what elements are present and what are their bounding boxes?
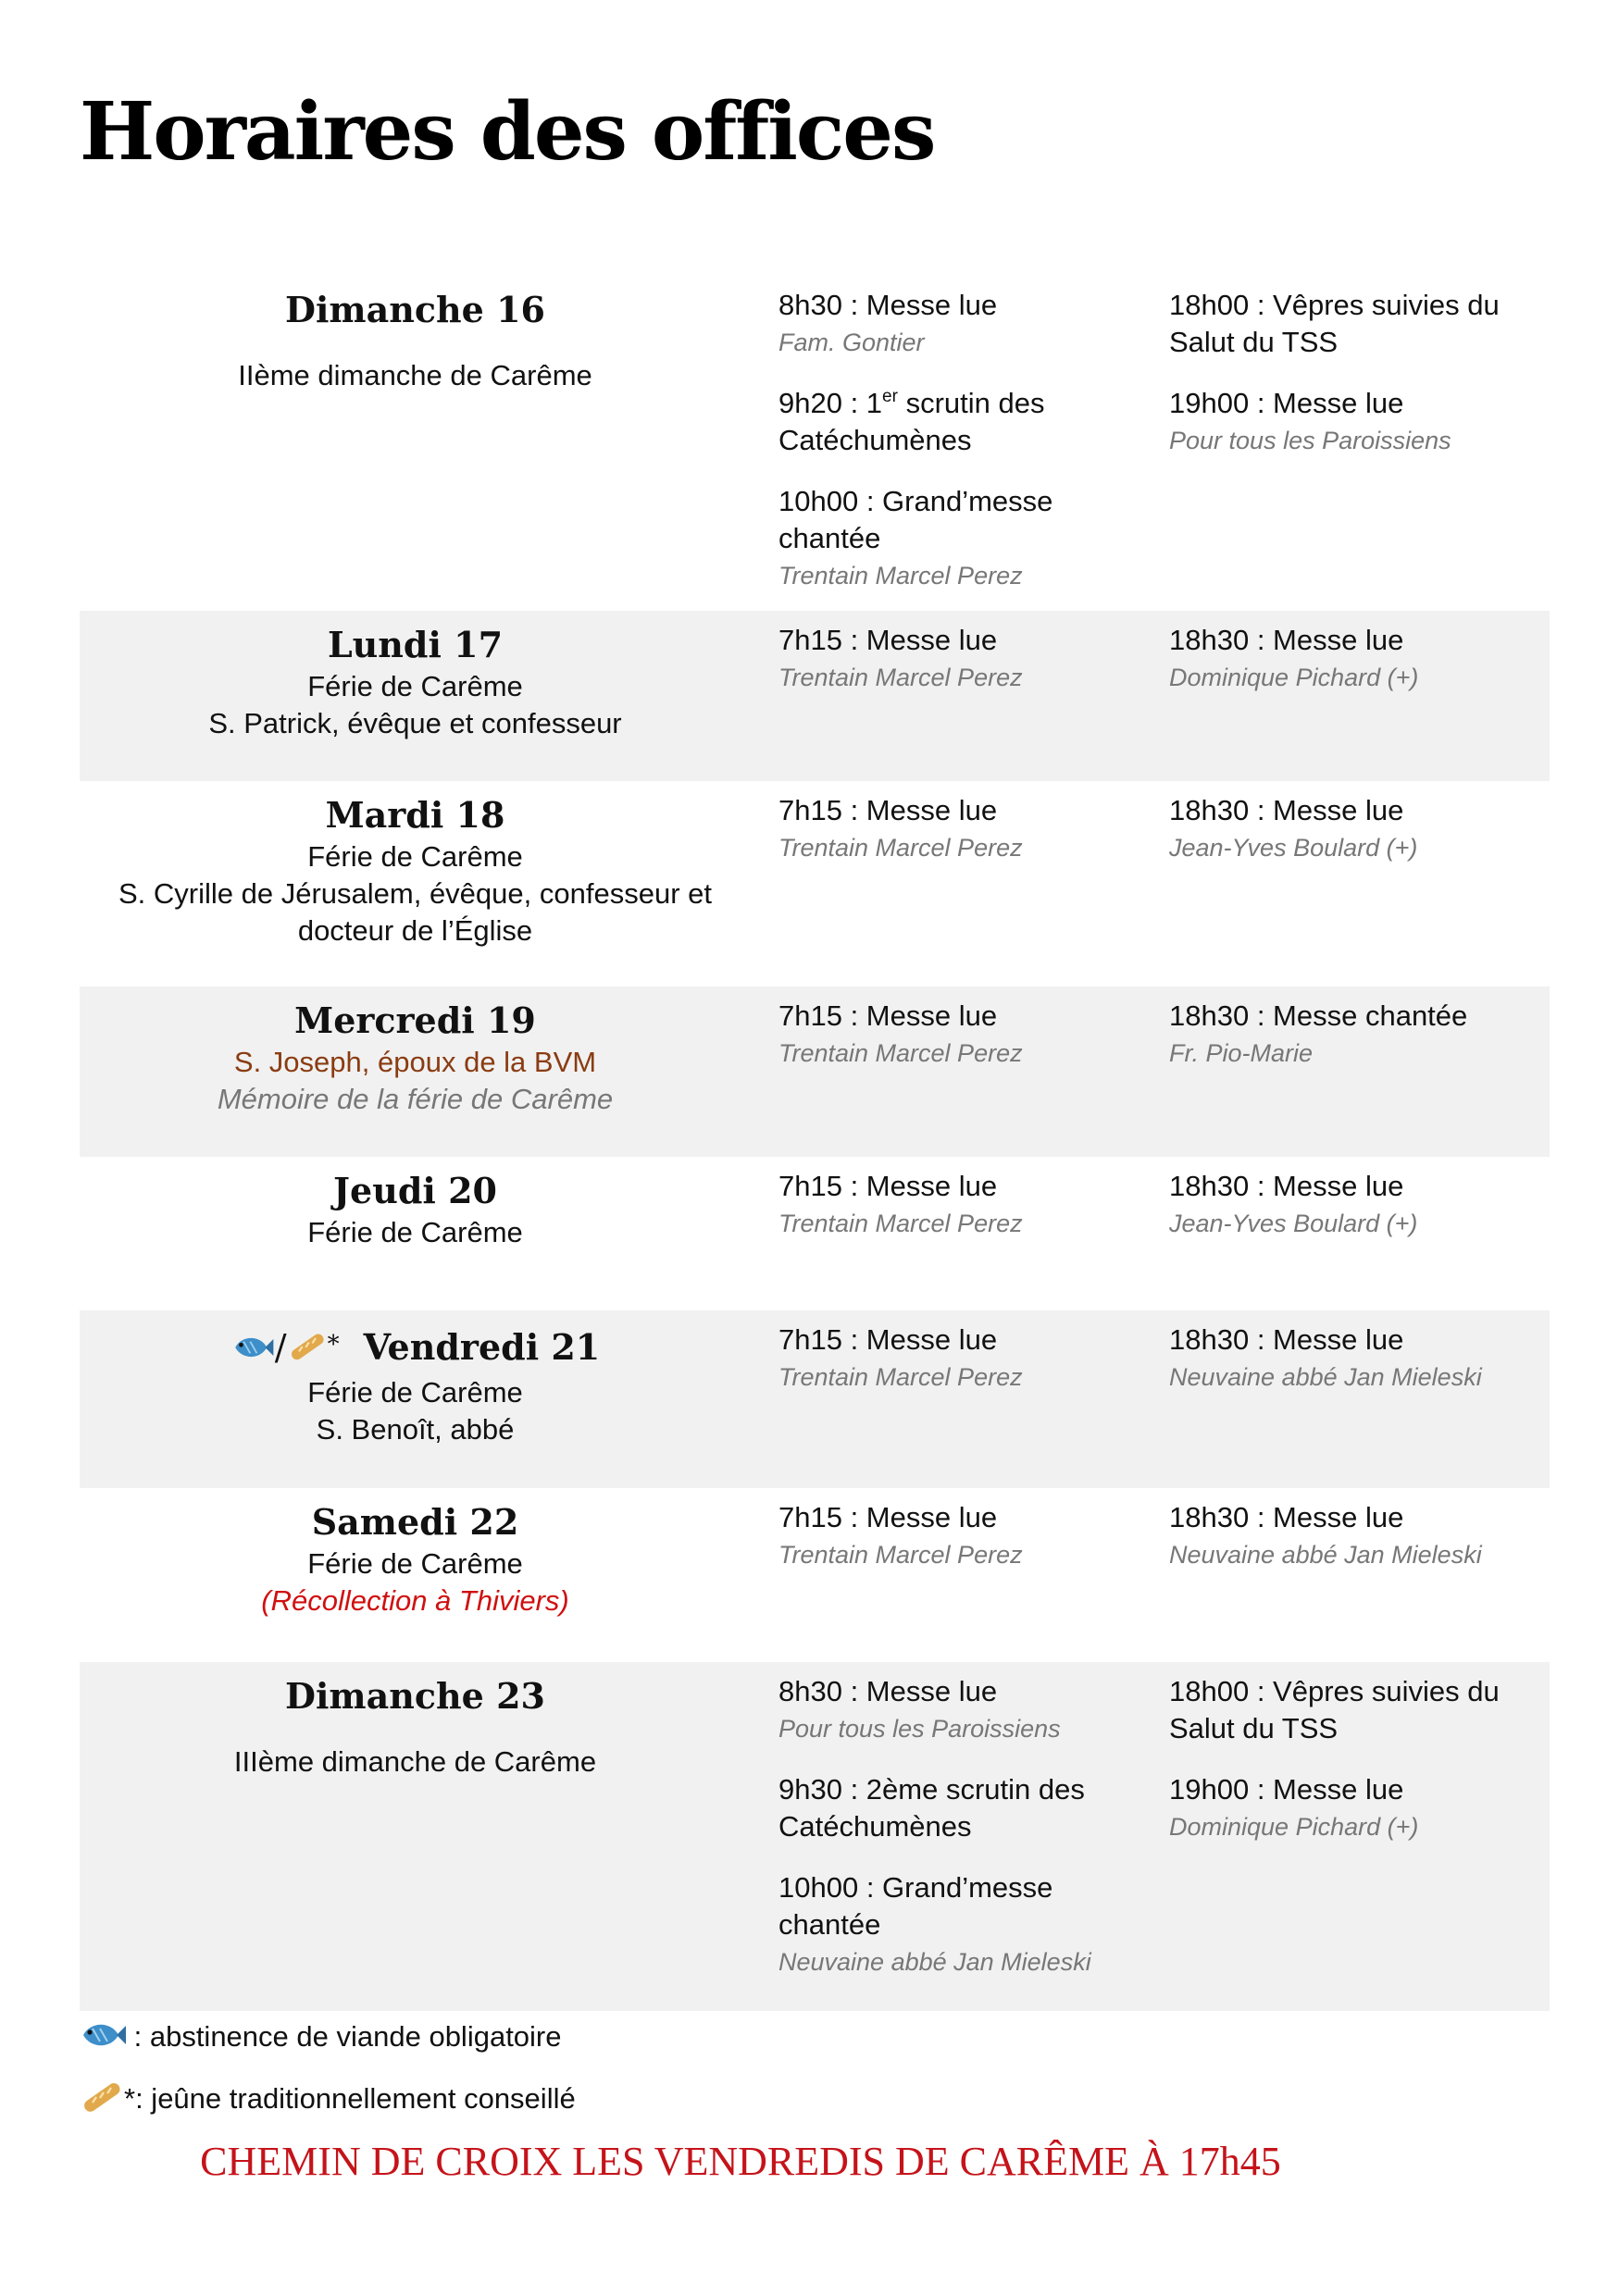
- liturgical-day: IIIème dimanche de Carême: [233, 1745, 597, 1778]
- service-entry: [1169, 385, 1540, 459]
- evening-services: [1141, 781, 1550, 987]
- morning-services: [751, 781, 1141, 987]
- spacer: [87, 1719, 743, 1744]
- superscript: er: [882, 387, 898, 406]
- service-entry: [778, 1673, 1134, 1747]
- service-intention: Fam. Gontier: [778, 329, 925, 356]
- day-name: Lundi 17: [327, 624, 504, 665]
- service-time-part: scrutin des Catéchumènes: [778, 387, 1045, 456]
- service-time: 8h30 : Messe lue: [778, 1675, 998, 1707]
- service-entry: [1169, 1322, 1540, 1396]
- service-intention: Pour tous les Paroissiens: [778, 1715, 1061, 1743]
- service-intention: Pour tous les Paroissiens: [1169, 427, 1451, 454]
- service-entry: [778, 1869, 1134, 1980]
- liturgical-day: IIème dimanche de Carême: [238, 359, 592, 391]
- evening-services: [1141, 987, 1550, 1157]
- day-cell: [80, 1310, 751, 1488]
- service-entry: [778, 792, 1134, 866]
- service-time: 7h15 : Messe lue: [778, 1170, 998, 1202]
- service-entry: [778, 622, 1134, 696]
- service-entry: [1169, 1499, 1540, 1573]
- day-name: Mercredi 19: [294, 999, 536, 1041]
- service-intention: Jean-Yves Boulard (+): [1169, 834, 1418, 862]
- service-time: 18h30 : Messe lue: [1169, 1323, 1404, 1356]
- evening-services: [1141, 1310, 1550, 1488]
- service-time: 7h15 : Messe lue: [778, 1323, 998, 1356]
- service-intention: Trentain Marcel Perez: [778, 664, 1023, 691]
- service-time: [778, 385, 1134, 459]
- day-cell: [80, 1488, 751, 1662]
- service-entry: [778, 483, 1134, 594]
- liturgical-line: Férie de Carême: [307, 670, 523, 702]
- service-time: 7h15 : Messe lue: [778, 999, 998, 1032]
- service-intention: Trentain Marcel Perez: [778, 1541, 1023, 1569]
- service-entry: [778, 287, 1134, 361]
- spacer: [87, 333, 743, 357]
- day-row: [80, 1488, 1550, 1662]
- service-entry: [1169, 1673, 1540, 1747]
- service-entry: [778, 1771, 1134, 1845]
- day-cell: [80, 987, 751, 1157]
- day-name-text: Vendredi 21: [363, 1326, 601, 1368]
- service-time: 18h30 : Messe chantée: [1169, 999, 1468, 1032]
- liturgical-line: Férie de Carême: [307, 840, 523, 873]
- day-name: Dimanche 23: [285, 1675, 545, 1717]
- liturgical-line: Mémoire de la férie de Carême: [217, 1083, 614, 1115]
- service-time: 18h00 : Vêpres suivies du Salut du TSS: [1169, 1675, 1500, 1744]
- service-intention: Neuvaine abbé Jan Mieleski: [778, 1948, 1091, 1976]
- service-time: 18h00 : Vêpres suivies du Salut du TSS: [1169, 289, 1500, 358]
- day-name: Samedi 22: [311, 1501, 519, 1543]
- service-time: 10h00 : Grand’messe chantée: [778, 1871, 1053, 1941]
- morning-services: [751, 1488, 1141, 1662]
- page-title: Horaires des offices: [80, 85, 935, 179]
- evening-services: [1141, 1662, 1550, 2011]
- evening-services: [1141, 276, 1550, 611]
- service-intention: Fr. Pio-Marie: [1169, 1039, 1314, 1067]
- day-name: Dimanche 16: [285, 289, 545, 330]
- liturgical-line: S. Patrick, évêque et confesseur: [208, 707, 622, 739]
- service-time: 18h30 : Messe lue: [1169, 1501, 1404, 1533]
- icon-asterisk: *: [327, 1331, 340, 1359]
- service-entry: [1169, 622, 1540, 696]
- legend-asterisk: *: [124, 2082, 136, 2116]
- service-intention: Trentain Marcel Perez: [778, 834, 1023, 862]
- morning-services: [751, 611, 1141, 781]
- bread-icon: [287, 1328, 328, 1374]
- evening-services: [1141, 1157, 1550, 1310]
- service-time: 19h00 : Messe lue: [1169, 387, 1404, 419]
- service-intention: Trentain Marcel Perez: [778, 1363, 1023, 1391]
- evening-services: [1141, 1488, 1550, 1662]
- liturgical-line: S. Joseph, époux de la BVM: [233, 1046, 597, 1078]
- service-intention: Dominique Pichard (+): [1169, 1813, 1419, 1841]
- day-row: [80, 987, 1550, 1157]
- service-intention: Neuvaine abbé Jan Mieleski: [1169, 1541, 1482, 1569]
- service-time: 8h30 : Messe lue: [778, 289, 998, 321]
- service-intention: Trentain Marcel Perez: [778, 1210, 1023, 1237]
- day-row: [80, 1662, 1550, 2011]
- morning-services: [751, 1157, 1141, 1310]
- liturgical-line: Férie de Carême: [307, 1547, 523, 1580]
- morning-services: [751, 1662, 1141, 2011]
- service-intention: Jean-Yves Boulard (+): [1169, 1210, 1418, 1237]
- day-name: Mardi 18: [325, 794, 505, 836]
- day-cell: [80, 1662, 751, 2011]
- day-cell: [80, 276, 751, 611]
- day-row: [80, 276, 1550, 611]
- service-entry: [778, 998, 1134, 1072]
- liturgical-line: (Récollection à Thiviers): [261, 1584, 569, 1617]
- liturgical-line: Férie de Carême: [307, 1375, 523, 1409]
- service-intention: Dominique Pichard (+): [1169, 664, 1419, 691]
- service-entry: [1169, 998, 1540, 1072]
- morning-services: [751, 1310, 1141, 1488]
- service-intention: Trentain Marcel Perez: [778, 1039, 1023, 1067]
- service-entry: [778, 1168, 1134, 1242]
- service-time: 10h00 : Grand’messe chantée: [778, 485, 1053, 554]
- day-row: [80, 1157, 1550, 1310]
- service-time: 18h30 : Messe lue: [1169, 794, 1404, 826]
- service-time: 18h30 : Messe lue: [1169, 624, 1404, 656]
- fish-icon: [80, 2017, 126, 2060]
- day-name: [87, 1322, 743, 1374]
- service-entry: [778, 1499, 1134, 1573]
- evening-services: [1141, 611, 1550, 781]
- service-time: 19h00 : Messe lue: [1169, 1773, 1404, 1806]
- day-cell: [80, 781, 751, 987]
- day-cell: [80, 611, 751, 781]
- liturgical-line: S. Benoît, abbé: [316, 1412, 515, 1446]
- service-entry: [778, 385, 1134, 459]
- day-name: Jeudi 20: [333, 1170, 497, 1211]
- legend-abstinence: [80, 2017, 562, 2060]
- service-intention: Neuvaine abbé Jan Mieleski: [1169, 1363, 1482, 1391]
- service-time: 7h15 : Messe lue: [778, 794, 998, 826]
- liturgical-line: S. Cyrille de Jérusalem, évêque, confesseur et docteur de l’Église: [118, 877, 712, 947]
- service-entry: [778, 1322, 1134, 1396]
- liturgical-line: Férie de Carême: [307, 1216, 523, 1248]
- legend-abstinence-text: : abstinence de viande obligatoire: [126, 2020, 562, 2054]
- service-entry: [1169, 1168, 1540, 1242]
- day-row: [80, 781, 1550, 987]
- day-row: [80, 1310, 1550, 1488]
- service-time: 9h30 : 2ème scrutin des Catéchumènes: [778, 1773, 1085, 1843]
- service-time-part: 9h20 : 1: [778, 387, 883, 419]
- day-row: [80, 611, 1550, 781]
- day-cell: [80, 1157, 751, 1310]
- legend-fasting: [80, 2079, 576, 2123]
- morning-services: [751, 276, 1141, 611]
- icon-separator: /: [274, 1327, 287, 1368]
- service-time: 18h30 : Messe lue: [1169, 1170, 1404, 1202]
- service-entry: [1169, 287, 1540, 361]
- service-entry: [1169, 1771, 1540, 1845]
- footer-note: CHEMIN DE CROIX LES VENDREDIS DE CARÊME À 17h45: [200, 2139, 1281, 2184]
- morning-services: [751, 987, 1141, 1157]
- service-time: 7h15 : Messe lue: [778, 1501, 998, 1533]
- service-time: 7h15 : Messe lue: [778, 624, 998, 656]
- legend-fasting-text: : jeûne traditionnellement conseillé: [135, 2082, 576, 2116]
- service-intention: Trentain Marcel Perez: [778, 562, 1023, 590]
- schedule-table: [80, 276, 1550, 2011]
- service-entry: [1169, 792, 1540, 866]
- bread-icon: [80, 2079, 124, 2123]
- fish-icon: [230, 1328, 275, 1374]
